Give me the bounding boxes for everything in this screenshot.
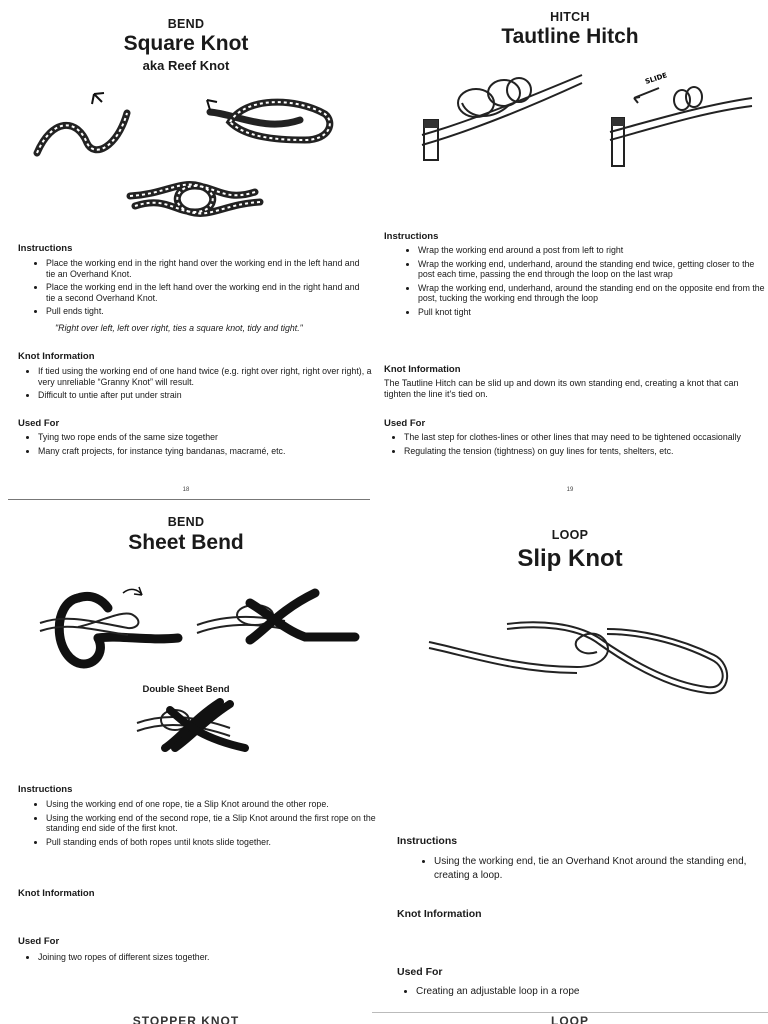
double-sheet-bend-label: Double Sheet Bend bbox=[142, 684, 230, 695]
used-for-list bbox=[400, 985, 756, 1002]
info-item: • If tied using the working end of one hand twice (e.g. right over right, right over right), a very unreliable “Granny Knot” will result. bbox=[38, 366, 373, 387]
instruction-item: • Using the working end of the second rope, tie a Slip Knot around the first rope on the standing end side of the first knot. bbox=[46, 813, 381, 834]
instruction-item: • Using the working end of one rope, tie a Slip Knot around the other rope. bbox=[46, 799, 381, 810]
used-for-heading: Used For bbox=[18, 936, 60, 947]
used-item: • The last step for clothes-lines or other lines that may need to be tightened occasionally bbox=[404, 432, 768, 443]
instruction-item: • Place the working end in the left hand over the working end in the right hand and tie a second Overhand Knot. bbox=[46, 282, 371, 303]
knot-info-heading: Knot Information bbox=[384, 364, 461, 375]
used-item: • Regulating the tension (tightness) on guy lines for tents, shelters, etc. bbox=[404, 446, 768, 457]
page-divider bbox=[372, 1012, 768, 1013]
next-page-title-fragment: STOPPER KNOT bbox=[132, 1014, 240, 1024]
knot-info-text: The Tautline Hitch can be slid up and down its own standing end, creating a knot that can tighten the line it's tied on. bbox=[384, 378, 739, 399]
instructions-list bbox=[402, 245, 768, 320]
instruction-item: • Wrap the working end, underhand, around the standing end on the opposite end from the post, tucking the working end through the loop bbox=[418, 283, 768, 304]
info-item: • Difficult to untie after put under strain bbox=[38, 390, 373, 401]
instructions-heading: Instructions bbox=[18, 784, 73, 795]
knot-info-list bbox=[22, 366, 373, 404]
knot-title: Tautline Hitch bbox=[501, 25, 639, 48]
used-for-heading: Used For bbox=[397, 966, 443, 978]
page-number: 18 bbox=[182, 487, 190, 493]
instruction-item: • Pull knot tight bbox=[418, 307, 768, 318]
instructions-list bbox=[30, 258, 371, 320]
sheet-bend-step2-illustration bbox=[195, 585, 360, 665]
sheet-bend-step1-illustration bbox=[38, 583, 188, 673]
instructions-heading: Instructions bbox=[397, 835, 458, 847]
used-for-list bbox=[22, 952, 373, 966]
square-knot-step2-illustration bbox=[205, 92, 345, 152]
instruction-item: • Wrap the working end, underhand, around the standing end twice, getting closer to the post each time, passing the end through the loop on the last wrap bbox=[418, 259, 768, 280]
knot-info-heading: Knot Information bbox=[18, 351, 95, 362]
knot-category: LOOP bbox=[551, 528, 589, 542]
double-sheet-bend-illustration bbox=[135, 698, 250, 763]
slip-knot-illustration bbox=[427, 612, 742, 697]
square-knot-page bbox=[0, 0, 372, 500]
used-item: • Joining two ropes of different sizes together. bbox=[38, 952, 373, 963]
instruction-item: • Pull ends tight. bbox=[46, 306, 371, 317]
square-knot-final-illustration bbox=[125, 176, 265, 224]
instruction-item: • Using the working end, tie an Overhand Knot around the standing end, creating a loop. bbox=[434, 855, 754, 883]
slide-label: SLIDE bbox=[644, 71, 669, 86]
instruction-item: • Wrap the working end around a post from left to right bbox=[418, 245, 768, 256]
tautline-hitch-page bbox=[372, 0, 768, 500]
knot-title: Sheet Bend bbox=[128, 531, 244, 554]
knot-title: Slip Knot bbox=[517, 545, 623, 572]
instruction-item: • Place the working end in the right hand over the working end in the left hand and tie an Overhand Knot. bbox=[46, 258, 371, 279]
knot-info-heading: Knot Information bbox=[18, 888, 95, 899]
used-for-list bbox=[22, 432, 373, 459]
used-for-heading: Used For bbox=[18, 418, 60, 429]
slip-knot-page bbox=[372, 500, 768, 1010]
used-item: • Many craft projects, for instance tying bandanas, macramé, etc. bbox=[38, 446, 373, 457]
knot-category: BEND bbox=[167, 17, 205, 31]
tautline-hitch-illustration bbox=[414, 65, 584, 165]
instructions-list bbox=[418, 855, 754, 886]
knot-title: Square Knot bbox=[123, 32, 249, 55]
square-knot-step1-illustration bbox=[32, 88, 152, 168]
used-for-list bbox=[388, 432, 768, 459]
sheet-bend-page bbox=[0, 500, 376, 1010]
used-item: • Tying two rope ends of the same size together bbox=[38, 432, 373, 443]
instructions-list bbox=[30, 799, 381, 850]
knot-info-heading: Knot Information bbox=[397, 908, 482, 920]
knot-category: HITCH bbox=[550, 10, 590, 24]
knot-category: BEND bbox=[167, 515, 205, 529]
instructions-heading: Instructions bbox=[18, 243, 73, 254]
instruction-item: • Pull standing ends of both ropes until knots slide together. bbox=[46, 837, 381, 848]
next-page-title-fragment: LOOP bbox=[550, 1014, 589, 1024]
instructions-heading: Instructions bbox=[384, 231, 439, 242]
mnemonic-quote: "Right over left, left over right, ties a square knot, tidy and tight." bbox=[55, 323, 303, 333]
used-item: • Creating an adjustable loop in a rope bbox=[416, 985, 756, 999]
used-for-heading: Used For bbox=[384, 418, 426, 429]
knot-alias: aka Reef Knot bbox=[142, 58, 230, 73]
page-number: 19 bbox=[566, 487, 574, 493]
tautline-hitch-slide-illustration bbox=[604, 70, 754, 170]
